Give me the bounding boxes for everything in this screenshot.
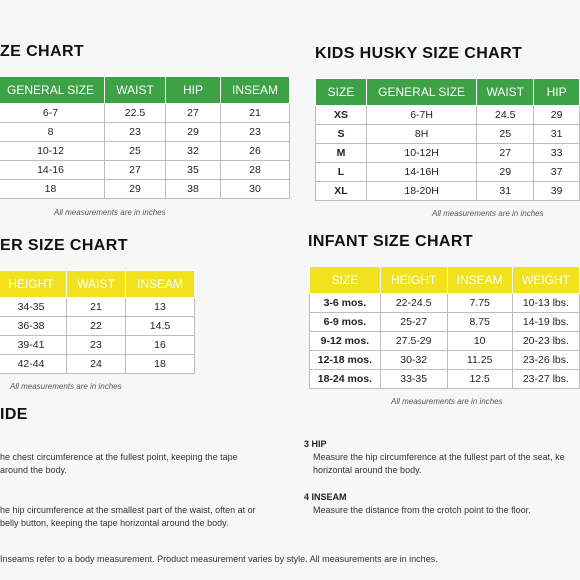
table-row: [310, 313, 580, 332]
kids-husky-table: [315, 78, 580, 201]
table-row: [316, 182, 580, 201]
table-cell: 29: [105, 180, 166, 199]
column-header: GENERAL SIZE: [0, 77, 105, 104]
chest-instruction: [0, 451, 238, 477]
table-row: [0, 180, 290, 199]
table-cell: 24: [67, 355, 126, 374]
table-header-row: [0, 77, 290, 104]
table-cell: 23-27 lbs.: [512, 370, 579, 389]
table-row: [310, 332, 580, 351]
table-cell: 18-24 mos.: [310, 370, 381, 389]
table-cell: 29: [166, 123, 221, 142]
table-cell: 20-23 lbs.: [512, 332, 579, 351]
table-cell: 29: [477, 163, 534, 182]
table-cell: 22: [67, 317, 126, 336]
table-cell: 27: [105, 161, 166, 180]
table-cell: 16: [126, 336, 195, 355]
table-cell: 21: [67, 298, 126, 317]
table-cell: 13: [126, 298, 195, 317]
table-cell: 39-41: [0, 336, 67, 355]
table-cell: 10-12: [0, 142, 105, 161]
table-row: [310, 370, 580, 389]
table-cell: 18: [126, 355, 195, 374]
table-cell: L: [316, 163, 367, 182]
column-header: INSEAM: [447, 267, 512, 294]
table-cell: 10-12H: [367, 144, 477, 163]
table-row: [316, 163, 580, 182]
table-header-row: [310, 267, 580, 294]
table-cell: 6-9 mos.: [310, 313, 381, 332]
column-header: WAIST: [105, 77, 166, 104]
measurement-note: All measurements are in inches: [10, 382, 122, 391]
column-header: WAIST: [477, 79, 534, 106]
table-row: [316, 106, 580, 125]
table-cell: 10-13 lbs.: [512, 294, 579, 313]
chest-text-line: around the body.: [0, 465, 67, 475]
footnote: Inseams refer to a body measurement. Product measurement varies by style. All measurements are in inches.: [0, 554, 438, 564]
column-header: INSEAM: [126, 271, 195, 298]
table-cell: 14-19 lbs.: [512, 313, 579, 332]
kids-size-table: [0, 76, 290, 199]
table-cell: 9-12 mos.: [310, 332, 381, 351]
table-row: [316, 125, 580, 144]
table-cell: 34-35: [0, 298, 67, 317]
measurement-note: All measurements are in inches: [391, 397, 503, 406]
column-header: WEIGHT: [512, 267, 579, 294]
table-cell: 22.5: [105, 104, 166, 123]
waist-text-line: belly button, keeping the tape horizontal around the body.: [0, 518, 229, 528]
infant-table: [309, 266, 580, 389]
table-cell: 14-16H: [367, 163, 477, 182]
table-row: [0, 161, 290, 180]
table-cell: 24.5: [477, 106, 534, 125]
table-cell: 36-38: [0, 317, 67, 336]
table-row: [0, 355, 195, 374]
table-cell: 38: [166, 180, 221, 199]
toddler-chart-title: ER SIZE CHART: [0, 237, 128, 254]
column-header: HIP: [534, 79, 580, 106]
table-cell: 14.5: [126, 317, 195, 336]
hip-text-line: horizontal around the body.: [313, 465, 422, 475]
table-cell: 8: [0, 123, 105, 142]
column-header: WAIST: [67, 271, 126, 298]
column-header: INSEAM: [221, 77, 290, 104]
table-cell: 31: [534, 125, 580, 144]
table-cell: 11.25: [447, 351, 512, 370]
table-row: [0, 298, 195, 317]
table-cell: 23: [105, 123, 166, 142]
table-header-row: [0, 271, 195, 298]
table-header-row: [316, 79, 580, 106]
table-cell: M: [316, 144, 367, 163]
table-cell: XS: [316, 106, 367, 125]
toddler-table: [0, 270, 195, 374]
table-cell: 23: [67, 336, 126, 355]
table-cell: 23-26 lbs.: [512, 351, 579, 370]
inseam-heading: 4 INSEAM: [304, 492, 347, 502]
table-cell: 23: [221, 123, 290, 142]
table-cell: 7.75: [447, 294, 512, 313]
table-row: [0, 142, 290, 161]
table-row: [0, 104, 290, 123]
hip-text-line: Measure the hip circumference at the fullest part of the seat, ke: [313, 452, 565, 462]
table-cell: 27: [477, 144, 534, 163]
table-cell: 21: [221, 104, 290, 123]
kids-size-chart-title: ZE CHART: [0, 43, 85, 60]
table-cell: 6-7: [0, 104, 105, 123]
waist-instruction: [0, 504, 256, 530]
table-cell: 32: [166, 142, 221, 161]
column-header: HEIGHT: [380, 267, 447, 294]
table-cell: 35: [166, 161, 221, 180]
table-cell: XL: [316, 182, 367, 201]
table-cell: 29: [534, 106, 580, 125]
table-cell: 3-6 mos.: [310, 294, 381, 313]
table-cell: 22-24.5: [380, 294, 447, 313]
table-cell: 39: [534, 182, 580, 201]
column-header: GENERAL SIZE: [367, 79, 477, 106]
table-cell: 25: [477, 125, 534, 144]
measurement-note: All measurements are in inches: [432, 209, 544, 218]
table-row: [310, 294, 580, 313]
kids-husky-chart-title: KIDS HUSKY SIZE CHART: [315, 45, 523, 62]
table-cell: 42-44: [0, 355, 67, 374]
column-header: SIZE: [316, 79, 367, 106]
table-cell: 8H: [367, 125, 477, 144]
waist-text-line: he hip circumference at the smallest part of the waist, often at or: [0, 505, 256, 515]
table-row: [316, 144, 580, 163]
table-cell: 25-27: [380, 313, 447, 332]
table-cell: 26: [221, 142, 290, 161]
table-row: [0, 123, 290, 142]
column-header: SIZE: [310, 267, 381, 294]
column-header: HEIGHT: [0, 271, 67, 298]
table-cell: 18-20H: [367, 182, 477, 201]
hip-instruction: [313, 451, 565, 477]
infant-chart-title: INFANT SIZE CHART: [308, 233, 474, 250]
table-cell: 28: [221, 161, 290, 180]
measurement-note: All measurements are in inches: [54, 208, 166, 217]
chest-text-line: he chest circumference at the fullest point, keeping the tape: [0, 452, 238, 462]
table-cell: 18: [0, 180, 105, 199]
table-cell: 30: [221, 180, 290, 199]
guide-title: IDE: [0, 406, 28, 423]
table-cell: 30-32: [380, 351, 447, 370]
table-cell: 10: [447, 332, 512, 351]
table-row: [0, 317, 195, 336]
hip-heading: 3 HIP: [304, 439, 327, 449]
table-cell: 6-7H: [367, 106, 477, 125]
table-cell: 8.75: [447, 313, 512, 332]
table-row: [0, 336, 195, 355]
table-cell: 12-18 mos.: [310, 351, 381, 370]
table-cell: 31: [477, 182, 534, 201]
inseam-instruction: Measure the distance from the crotch point to the floor.: [313, 505, 531, 515]
table-cell: 25: [105, 142, 166, 161]
table-row: [310, 351, 580, 370]
table-cell: S: [316, 125, 367, 144]
table-cell: 12.5: [447, 370, 512, 389]
table-cell: 14-16: [0, 161, 105, 180]
table-cell: 37: [534, 163, 580, 182]
table-cell: 27: [166, 104, 221, 123]
table-cell: 27.5-29: [380, 332, 447, 351]
table-cell: 33: [534, 144, 580, 163]
table-cell: 33-35: [380, 370, 447, 389]
column-header: HIP: [166, 77, 221, 104]
